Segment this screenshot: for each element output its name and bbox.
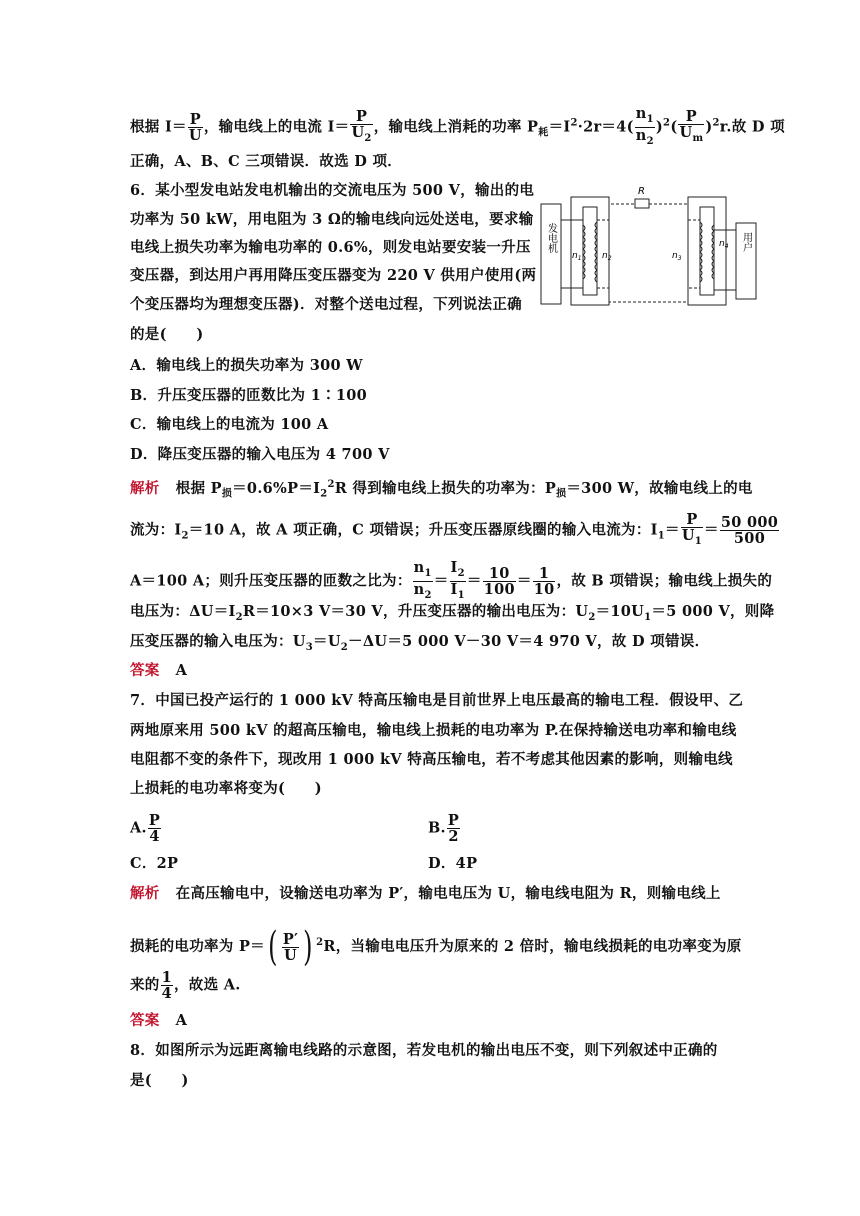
subscript: 1 [644, 611, 652, 623]
numerator: P [681, 512, 703, 528]
text: n [719, 239, 725, 249]
fraction [161, 970, 173, 1001]
fraction [447, 813, 460, 844]
analysis-label: 解析 [130, 479, 160, 497]
q6-stem-line: 电线上损失功率为输电功率的 0.6%，则发电站要安装一升压 [130, 239, 531, 256]
fraction [188, 112, 203, 143]
q7-option-c: C．2P [130, 855, 179, 872]
text: I＝ [164, 118, 187, 136]
fraction [720, 515, 779, 546]
q8-stem-line: 8．如图所示为远距离输电线路的示意图，若发电机的输出电压不变，则下列叙述中正确的 [130, 1042, 718, 1059]
numerator: P [447, 812, 460, 829]
numerator: P [678, 109, 704, 125]
answer-value: A [175, 662, 188, 679]
denominator: 100 [483, 580, 515, 598]
top-formula-line [130, 106, 785, 149]
generator-label: 发电机 [545, 223, 557, 253]
text: n [635, 126, 647, 144]
fraction [635, 106, 655, 149]
text: U [679, 123, 693, 141]
denominator: 4 [149, 828, 160, 845]
subscript: m [692, 132, 704, 144]
text: r.故 D 项 [719, 118, 785, 136]
numerator: P [148, 812, 161, 829]
subscript: 1 [577, 255, 582, 262]
denominator [350, 125, 372, 146]
text: ＝U [313, 633, 341, 650]
q6-stem-line: 6．某小型发电站发电机输出的交流电压为 500 V，输出的电 [130, 182, 535, 199]
n2-label [602, 251, 612, 262]
numerator: 50 000 [720, 513, 779, 531]
answer-label: 答案 [130, 662, 160, 679]
text: n [413, 559, 425, 576]
subscript: 2 [607, 255, 612, 262]
text: 根据 P [175, 479, 222, 497]
subscript: 2 [646, 135, 654, 147]
text: ，输电线上消耗的功率 [373, 118, 522, 136]
fraction [148, 813, 161, 844]
q6-analysis-line-5 [130, 632, 709, 658]
text: ，输电线上的电流 [203, 118, 323, 136]
q7-answer [130, 1011, 187, 1031]
text: n [635, 105, 647, 122]
numerator: 1 [161, 969, 172, 986]
text: ＝ [665, 521, 680, 539]
denominator: 4 [161, 985, 172, 1002]
q6-stem-line: 功率为 50 kW，用电阻为 3 Ω的输电线向远处送电，要求输 [130, 211, 534, 228]
text: ) [655, 118, 664, 136]
n3-label [672, 251, 682, 262]
answer-label: 答案 [130, 1012, 160, 1029]
text: 根据 [130, 118, 160, 136]
q8-stem-line: 是( ) [130, 1072, 189, 1089]
superscript: 2 [327, 479, 335, 490]
text: R，当输电电压升为原来的 2 倍时，输电线损耗的电功率变为原 [323, 938, 742, 955]
numerator: P [350, 109, 372, 125]
transformer-circuit-diagram [538, 180, 760, 310]
subscript: 2 [181, 530, 189, 542]
option-label: A. [130, 819, 147, 837]
q7-analysis-line-2 [130, 924, 742, 970]
text: ·2r＝4( [577, 118, 634, 136]
fraction [350, 109, 372, 146]
numerator [413, 560, 433, 582]
q6-stem-line: 个变压器均为理想变压器)．对整个送电过程，下列说法正确 [130, 296, 522, 313]
text: ) [705, 118, 713, 136]
q7-stem-line: 电阻都不变的条件下，现改用 1 000 kV 特高压输电，若不考虑其他因素的影响，则输电线 [130, 751, 733, 768]
text: n [672, 251, 678, 261]
q7-stem-line: 两地原来用 500 kV 的超高压输电，输电线上损耗的电功率为 P.在保持输送电功率和输电线 [130, 722, 737, 739]
superscript: 2 [316, 937, 324, 949]
denominator [681, 528, 703, 549]
q6-option-d: D．降压变压器的输入电压为 4 700 V [130, 446, 390, 463]
denominator: U [188, 126, 202, 144]
subscript: 损 [221, 488, 233, 500]
text: 压变压器的输入电压为：U [130, 633, 306, 650]
q6-answer [130, 661, 187, 681]
subscript: 2 [588, 611, 596, 623]
fraction [450, 560, 466, 603]
numerator: P [189, 110, 201, 128]
q6-option-a: A．输电线上的损失功率为 300 W [130, 357, 363, 374]
q7-analysis-line-3 [130, 970, 241, 1001]
text: ，故选 A. [174, 976, 241, 994]
fraction [413, 560, 433, 603]
text: 流为：I [130, 521, 182, 539]
text: ，故 B 项错误；输电线上损失的 [556, 572, 773, 590]
text: I [450, 580, 458, 598]
denominator: 10 [533, 580, 555, 598]
subscript: 1 [694, 535, 703, 547]
denominator: 2 [448, 828, 459, 845]
q6-stem-line: 变压器，到达用户再用降压变压器变为 220 V 供用户使用(两 [130, 267, 537, 284]
superscript: 2 [712, 117, 720, 129]
text: ＝ [516, 572, 532, 590]
q7-stem-line: 上损耗的电功率将变为( ) [130, 780, 322, 797]
text: ＝0.6%P＝I [232, 479, 321, 497]
analysis-label: 解析 [130, 885, 160, 902]
denominator [450, 582, 466, 603]
numerator: 10 [483, 566, 516, 582]
subscript: 3 [677, 255, 682, 262]
text: R 得到输电线上损失的功率为：P [334, 479, 557, 497]
numerator: P′ [282, 930, 299, 948]
text: ＝10U [595, 603, 645, 620]
text: ＝ [704, 521, 719, 539]
text: ＝10 A，故 A 项正确，C 项错误；升压变压器原线圈的输入电流为：I [188, 521, 658, 539]
text: n [572, 251, 578, 261]
text: ＝I [548, 118, 571, 136]
text: I＝ [327, 118, 350, 136]
denominator [678, 125, 704, 146]
fraction [678, 109, 704, 146]
text: 损耗的电功率为 P＝ [130, 938, 265, 955]
option-label: B. [428, 819, 446, 837]
numerator [450, 560, 466, 582]
subscript: 3 [305, 641, 314, 653]
q6-analysis-line-4 [130, 602, 774, 628]
subscript: 损 [556, 488, 567, 500]
q6-stem-line: 的是( ) [130, 326, 204, 343]
subscript: 2 [424, 589, 432, 601]
fraction [533, 566, 556, 597]
superscript: 2 [663, 117, 671, 129]
q7-stem-line: 7．中国已投产运行的 1 000 kV 特高压输电是目前世界上电压最高的输电工程．假设甲、乙 [130, 692, 744, 709]
text: －ΔU＝5 000 V－30 V＝4 970 V，故 D 项错误． [348, 633, 710, 650]
generator-box [541, 204, 561, 304]
text: A＝100 A；则升压变压器的匝数之比为： [130, 572, 412, 590]
denominator: 500 [733, 529, 766, 547]
q7-analysis-line-1 [130, 884, 721, 904]
q7-option-d: D．4P [428, 855, 478, 872]
resistor [635, 199, 649, 208]
q6-analysis-line-3 [130, 560, 772, 603]
n4-label [719, 239, 729, 250]
text: ( [670, 118, 678, 136]
subscript: 耗 [538, 127, 549, 139]
subscript: 4 [724, 243, 729, 250]
subscript: 2 [340, 641, 349, 653]
text: ＝300 W，故输电线上的电 [566, 479, 753, 497]
text: 电压为：ΔU＝I [130, 603, 236, 620]
denominator: U [284, 946, 297, 964]
right-paren: ) [303, 924, 313, 970]
text: 来的 [130, 976, 160, 994]
numerator [635, 106, 655, 128]
subscript: 1 [457, 589, 465, 601]
text: ＝ [433, 572, 449, 590]
q7-option-b [428, 813, 461, 844]
text: U [351, 123, 365, 141]
subscript: 2 [320, 488, 328, 500]
subscript: 2 [457, 567, 465, 579]
fraction [681, 512, 703, 549]
left-paren: ( [268, 924, 278, 970]
subscript: 1 [424, 567, 432, 579]
q6-analysis-line-2 [130, 512, 780, 549]
subscript: 2 [364, 132, 372, 144]
subscript: 2 [235, 611, 243, 623]
q7-option-a [130, 813, 162, 844]
q6-analysis-line-1 [130, 475, 753, 505]
text: P [527, 118, 539, 136]
step-down-transformer-core [688, 197, 726, 305]
subscript: 1 [646, 113, 654, 125]
text: U [681, 527, 695, 544]
q6-option-b: B．升压变压器的匝数比为 1∶100 [130, 387, 368, 404]
resistor-label: R [638, 186, 645, 197]
user-label: 用户 [740, 232, 752, 252]
n1-label [572, 251, 582, 262]
denominator [635, 128, 655, 149]
text: n [602, 251, 608, 261]
text: I [450, 559, 458, 576]
answer-value: A [175, 1012, 188, 1029]
text: n [413, 580, 425, 598]
top-conclusion-line: 正确，A、B、C 三项错误．故选 D 项． [130, 153, 403, 170]
q6-option-c: C．输电线上的电流为 100 A [130, 416, 329, 433]
subscript: 1 [657, 530, 666, 542]
text: ＝ [466, 572, 482, 590]
denominator [413, 582, 433, 603]
numerator: 1 [533, 566, 556, 582]
text: 在高压输电中，设输送电功率为 P′，输电电压为 U，输电线电阻为 R，则输电线上 [175, 885, 721, 902]
fraction [483, 566, 516, 597]
text: R＝10×3 V＝30 V，升压变压器的输出电压为：U [242, 603, 589, 620]
fraction [282, 932, 299, 963]
text: ＝5 000 V，则降 [651, 603, 775, 620]
superscript: 2 [570, 117, 578, 129]
